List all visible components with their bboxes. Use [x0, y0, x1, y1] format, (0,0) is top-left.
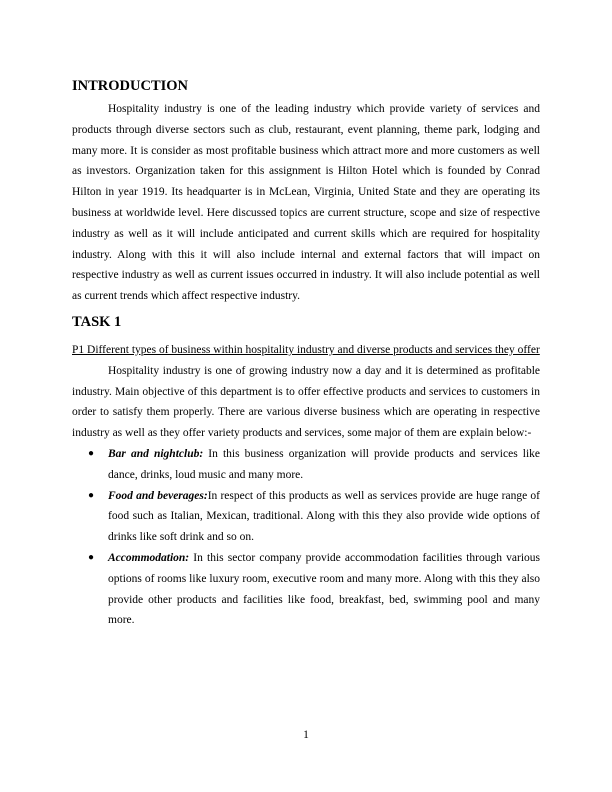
list-item-text: In respect of this products as well as services provide are huge range of food such as Italian, Mexican, traditional. Along with this they also provide wide options of drinks like soft drink and so on. — [108, 489, 541, 544]
task-1-paragraph: Hospitality industry is one of growing industry now a day and it is determined as profitable industry. Main objective of this department is to offer effective products and services to customers in order to satisfy them properly. There are various diverse business which are operating in respective industry as well as they offer variety products and services, some major of them are explain below:- — [72, 364, 540, 440]
introduction-paragraph: Hospitality industry is one of the leading industry which provide variety of services and products through diverse sectors such as club, restaurant, event planning, theme park, lodging and many more. It is consider as most profitable business which attract more and more customers as well as investors. Organization taken for this assignment is Hilton Hotel which is founded by Conrad Hilton in year 1919. Its headquarter is in McLean, Virginia, United State and they are operating its business at worldwide level. Here discussed topics are current structure, scope and size of respective industry as well as it will include anticipated and current skills which are required for hospitality industry. Along with this it will also include internal and external factors that will impact on respective industry as well as current issues occurred in industry. It will also include potential as well as current trends which affect respective industry. — [72, 103, 540, 303]
introduction-heading: INTRODUCTION — [72, 78, 189, 94]
list-item-text: In this sector company provide accommodation facilities through various options of rooms like luxury room, executive room and many more. Along with this they also provide other products and facilities like food, breakfast, bed, swimming pool and many more. — [108, 551, 540, 627]
list-item-term: Food and beverages: — [108, 489, 208, 502]
list-item-text: In this business organization will provide products and services like dance, drinks, loud music and many more. — [108, 447, 541, 481]
bullet-icon: ● — [88, 551, 95, 563]
bullet-icon: ● — [88, 447, 95, 459]
bullet-icon: ● — [88, 489, 95, 501]
list-item-accommodation — [72, 548, 540, 631]
business-types-list — [72, 444, 540, 631]
page-content — [72, 77, 540, 631]
task-1-heading: TASK 1 — [72, 313, 122, 330]
list-item-bar-nightclub — [72, 444, 540, 486]
list-item-term: Accommodation: — [108, 551, 190, 564]
list-item-food-beverages — [72, 486, 540, 548]
list-item-term: Bar and nightclub: — [108, 447, 204, 460]
p1-subheading: P1 Different types of business within hospitality industry and diverse products and services they offer — [72, 343, 540, 356]
page-number: 1 — [303, 729, 309, 741]
